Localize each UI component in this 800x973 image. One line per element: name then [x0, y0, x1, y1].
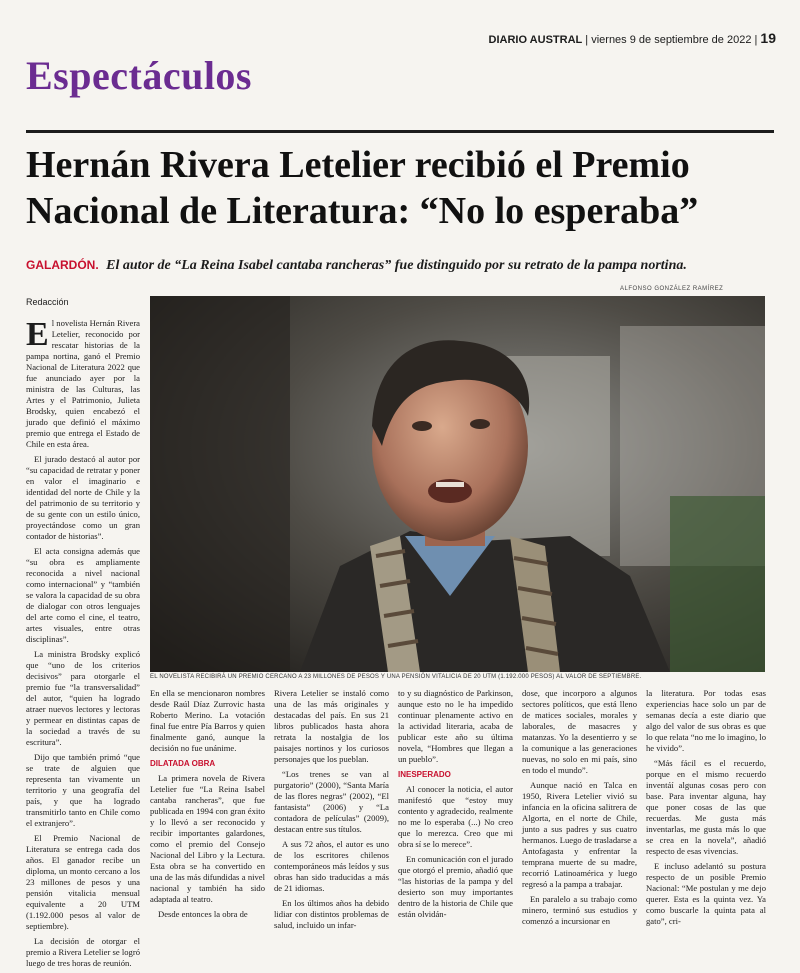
paragraph: Aunque nació en Talca en 1950, Rivera Letelier vivió su infancia en la oficina salitrera de Algorta, en el norte de Chile, junto a sus padres y sus cuatro hermanos. Luego de trasladarse a Antofagasta y enfrentar la temprana muerte de su madre, recorrió Latinoamérica y luego regresó a la pampa a trabajar.: [522, 780, 637, 889]
publication-name: DIARIO AUSTRAL: [488, 34, 583, 46]
section-rule: [26, 130, 774, 133]
headline: Hernán Rivera Letelier recibió el Premio Nacional de Literatura: “No lo esperaba”: [26, 144, 699, 232]
paragraph: En los últimos años ha debido lidiar con distintos problemas de salud, incluido un infar-: [274, 898, 389, 930]
photo-caption: EL NOVELISTA RECIBIRÁ UN PREMIO CERCANO A 23 MILLONES DE PESOS Y UNA PENSIÓN VITALICIA DE 20 UTM (1.192.000 PESOS) AL VALOR DE SEPTIEMBRE.: [150, 674, 642, 680]
subheading: DILATADA OBRA: [150, 759, 216, 768]
paragraph: Desde entonces la obra de: [158, 909, 248, 919]
author-photo: [150, 296, 765, 672]
deck-tag: GALARDÓN.: [26, 258, 99, 272]
masthead: DIARIO AUSTRAL | viernes 9 de septiembre de 2022 | 19: [488, 30, 776, 46]
photo-credit: ALFONSO GONZÁLEZ RAMÍREZ: [620, 286, 724, 292]
drop-cap: E: [26, 316, 49, 353]
paragraph: La decisión de otorgar el premio a Rivera Letelier se logró luego de tres horas de reunión.: [26, 936, 140, 968]
paragraph: El Premio Nacional de Literatura se entrega cada dos años. El ganador recibe un diploma, un monto cercano a los 23 millones de pesos y una pensión vitalicia mensual equivalente a 20 UTM (1.192.000 pesos al valor de septiembre).: [26, 833, 140, 931]
paragraph: “Más fácil es el recuerdo, porque en el mismo recuerdo inventáí algunas cosas pero con base. Para inventar alguna, hay que poner cosas de las que recuerdas. Me gusta más inventarlas, me gusta más lo que se crea en la novela”, añadió respecto de esas vivencias.: [646, 758, 766, 856]
paragraph: El jurado destacó al autor por “su capacidad de retratar y poner en valor el imaginario e identidad del norte de Chile y la del patrimonio de su territorio y de su gente con un estilo único, proyectándose como un gran contador de historias”.: [26, 454, 140, 541]
paragraph: to y su diagnóstico de Parkinson, aunque esto no le ha impedido continuar plenamente activo en la actividad literaria, acaba de publicar este año su última novela, “Hombres que llegan a un pueblo”.: [398, 688, 513, 764]
article-column-6: [646, 688, 766, 931]
article-column-1: [26, 318, 140, 973]
paragraph: El acta consigna además que “su obra es ampliamente reconocida a nivel nacional como internacional” y “también se valora la capacidad de su obra de dialogar con otros lenguajes del arte como el cine, el teatro, artes visuales, entre otras disciplinas”.: [26, 546, 140, 644]
article-column-5: [522, 688, 637, 931]
paragraph: La ministra Brodsky explicó que “uno de los criterios decisivos” para otorgarle el premio fue “la transversalidad” del autor, “quien ha logrado atraer nuevos lectores y lectoras y permear en distintas capas de la sociedad a través de su escritura”.: [26, 649, 140, 747]
byline: Redacción: [26, 297, 69, 307]
paragraph: E incluso adelantó su postura respecto de un posible Premio Nacional: “Me postulan y me dejo querer. Esta es la quinta vez. Ya como buscarle la quinta pata al gato”, cri-: [646, 861, 766, 926]
paragraph: En comunicación con el jurado que otorgó el premio, añadió que “las historias de la pampa y del desierto son muy importantes dentro de la historia de Chile que están olvidán-: [398, 854, 513, 919]
paragraph: En ella se mencionaron nombres desde Raúl Díaz Zurrovic hasta Roberto Merino. La votación final fue entre Pía Barros y quien finalmente ganó, aunque la decisión no fue unánime.: [150, 688, 265, 753]
subheading: INESPERADO: [398, 770, 451, 779]
deck: [26, 258, 786, 274]
paragraph: dose, que incorporo a algunos sectores políticos, que está lleno de matices sociales, morales y laborales, de masacres y matanzas. Yo la desentierro y se la comunique a las generaciones nuevas, no solo en mi país, sino en todo el mundo”.: [522, 688, 637, 775]
paragraph: El novelista Hernán Rivera Letelier, reconocido por rescatar historias de la pampa nortina, ganó el Premio Nacional de Literatura 2022 que fue anunciado ayer por la ministra de las Culturas, las Artes y el Patrimonio, Julieta Brodsky, quien encabezó el jurado que definió el máximo premio que entrega el Estado de Chile en esta área.: [26, 316, 140, 449]
article-column-4: [398, 688, 513, 924]
publication-date: viernes 9 de septiembre de 2022: [591, 34, 752, 46]
portrait-image: [150, 296, 765, 672]
article-column-2: [150, 688, 265, 924]
paragraph: Dijo que también primó “que se trate de alguien que representa tan vivamente un territorio y una geografía del país, y que ha logrado transmitirlo tanto en Chile como el extranjero”.: [26, 752, 140, 828]
paragraph: La primera novela de Rivera Letelier fue “La Reina Isabel cantaba rancheras”, que fue publicada en 1994 con gran éxito y lo llevó a ser reconocido y recibir importantes galardones, como el premio del Consejo Nacional del Libro y la Lectura. Esta obra se ha convertido en una de las más difundidas a nivel nacional y también ha sido adaptada al teatro.: [150, 773, 265, 904]
article-column-3: [274, 688, 389, 935]
deck-text: El autor de “La Reina Isabel cantaba rancheras” fue distinguido por su retrato de la pampa nortina.: [106, 258, 687, 273]
paragraph: En paralelo a su trabajo como minero, terminó sus estudios y comenzó a incursionar en: [522, 894, 637, 926]
paragraph: Al conocer la noticia, el autor manifestó que “estoy muy contento y agradecido, realmente no me lo esperaba (...) No creo que lo merezca. Creo que mi obra sí se lo merece”.: [398, 784, 513, 849]
paragraph: A sus 72 años, el autor es uno de los escritores chilenos contemporáneos más leídos y sus obras han sido traducidas a más de 21 idiomas.: [274, 839, 389, 893]
paragraph: Rivera Letelier se instaló como una de las más originales y destacadas del país. En sus 21 libros publicados hasta ahora retrata la nostalgia de los paisajes nortinos y los curiosos personajes que los pueblan.: [274, 688, 389, 764]
paragraph: “Los trenes se van al purgatorio” (2000), “Santa María de las flores negras” (2002), “El fantasista” (2006) y “La contadora de películas” (2009), destacan entre sus títulos.: [274, 769, 389, 834]
section-title: Espectáculos: [26, 53, 252, 98]
paragraph: la literatura. Por todas esas experiencias hace solo un par de semanas decía a este diario que algo del valor de sus obras es que lo que relata “no me lo imagino, lo he vivido”.: [646, 688, 766, 753]
page-number: 19: [760, 30, 776, 46]
